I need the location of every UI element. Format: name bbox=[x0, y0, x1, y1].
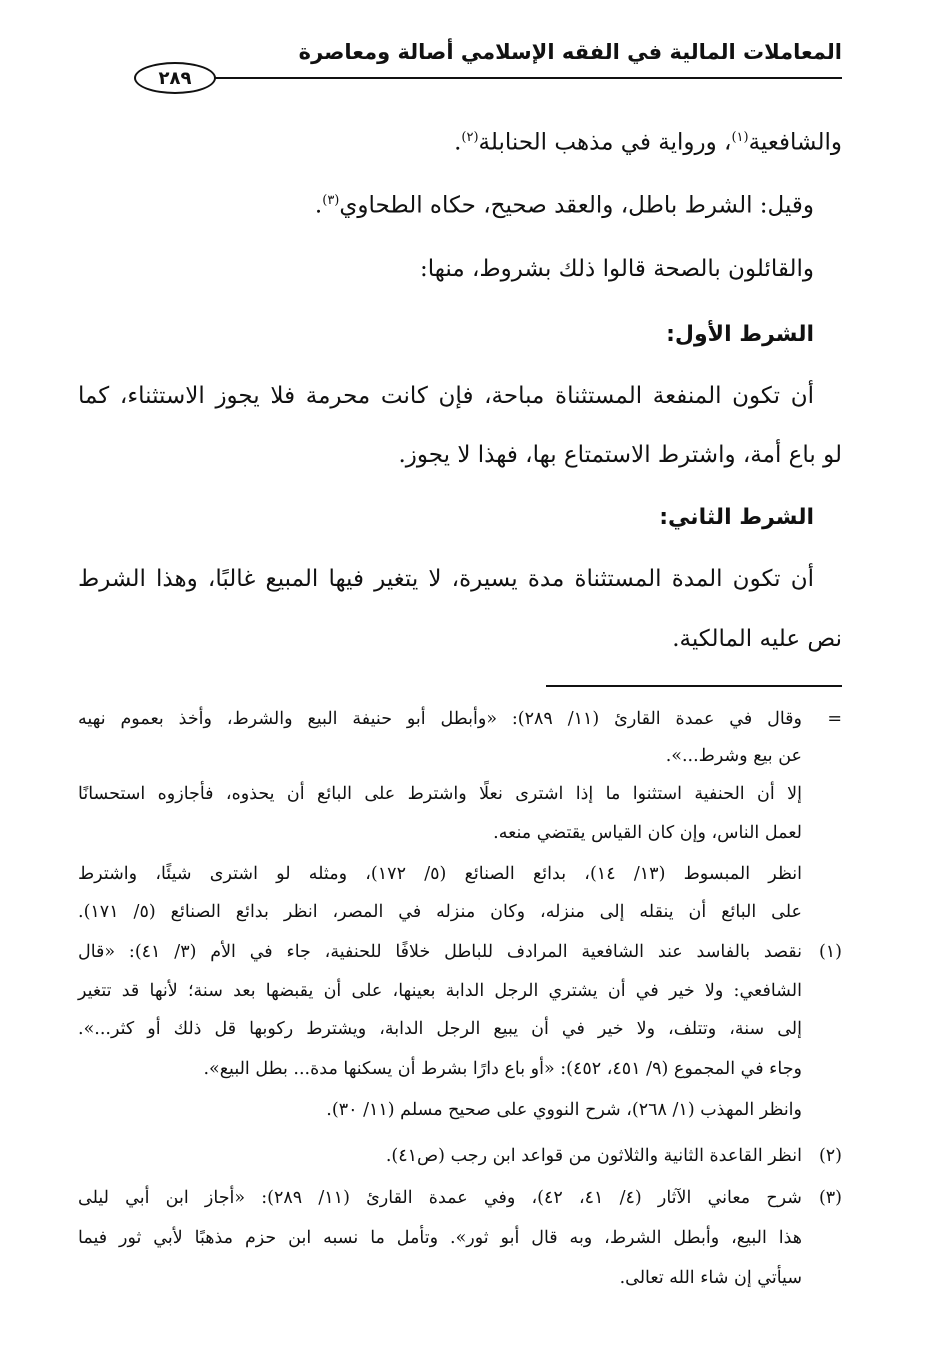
paragraph-line: والقائلون بالصحة قالوا ذلك بشروط، منها: bbox=[420, 256, 814, 282]
body-text: . bbox=[314, 192, 323, 219]
paragraph-line: أن تكون المدة المستثناة مدة يسيرة، لا يتغير فيها المبيع غالبًا، وهذا الشرط bbox=[78, 566, 814, 592]
paragraph-line bbox=[78, 131, 842, 155]
footnote-line: انظر المبسوط (١٣/ ١٤)، بدائع الصنائع (٥/ ١٧٢)، ومثله لو اشترى شيئًا، واشترط bbox=[78, 864, 803, 884]
footnote-line: سيأتي إن شاء الله تعالى. bbox=[619, 1268, 802, 1288]
section-heading: الشرط الثاني: bbox=[659, 505, 814, 530]
body-text: ، ورواية في مذهب الحنابلة bbox=[478, 129, 732, 156]
footnote-number-1: (١) bbox=[818, 942, 842, 962]
footnote-ref-3[interactable]: (٣) bbox=[322, 193, 340, 208]
footnote-line: شرح معاني الآثار (٤/ ٤١، ٤٢)، وفي عمدة القارئ (١١/ ٢٨٩): «أجاز ابن أبي ليلى bbox=[78, 1188, 802, 1208]
paragraph-line: أن تكون المنفعة المستثناة مباحة، فإن كانت محرمة فلا يجوز الاستثناء، كما bbox=[78, 383, 814, 409]
footnote-line: نقصد بالفاسد عند الشافعية المرادف للباطل خلافًا للحنفية، جاء في الأم (٣/ ٤١): «قال bbox=[78, 942, 803, 962]
footnote-line: إلى سنة، وتتلف، ولا خير في أن يبيع الرجل الدابة، ويشترط ركوبها قل ذلك أو كثر...». bbox=[78, 1019, 802, 1039]
footnote-ref-2[interactable]: (٢) bbox=[461, 130, 479, 145]
paragraph-line: لو باع أمة، واشترط الاستمتاع بها، فهذا لا يجوز. bbox=[398, 442, 842, 468]
body-text: والشافعية bbox=[748, 129, 842, 156]
footnote-ref-1[interactable]: (١) bbox=[731, 130, 749, 145]
footnote-line: على البائع أن ينقله إلى منزله، وكان منزله في المصر، انظر بدائع الصنائع (٥/ ١٧١). bbox=[78, 902, 802, 922]
paragraph-line: نص عليه المالكية. bbox=[672, 626, 842, 652]
footnote-line: إلا أن الحنفية استثنوا ما إذا اشترى نعلًا واشترط على البائع أن يحذوه، فأجازوه استحسانًا bbox=[78, 784, 802, 804]
footnote-line: انظر القاعدة الثانية والثلاثون من قواعد ابن رجب (ص٤١). bbox=[385, 1146, 802, 1166]
footnote-line: وجاء في المجموع (٩/ ٤٥١، ٤٥٢): «أو باع دارًا بشرط أن يسكنها مدة... بطل البيع». bbox=[203, 1059, 802, 1079]
page-number-badge: ٢٨٩ bbox=[134, 62, 216, 94]
footnote-number-3: (٣) bbox=[818, 1188, 842, 1208]
header-rule bbox=[205, 77, 842, 79]
footnote-continuation-mark: = bbox=[827, 709, 842, 729]
footnote-line: لعمل الناس، وإن كان القياس يقتضي منعه. bbox=[493, 823, 802, 843]
footnote-line: عن بيع وشرط...». bbox=[665, 746, 802, 766]
running-title: المعاملات المالية في الفقه الإسلامي أصالة ومعاصرة bbox=[298, 40, 842, 64]
paragraph-line bbox=[78, 194, 814, 218]
body-text: وقيل: الشرط باطل، والعقد صحيح، حكاه الطحاوي bbox=[339, 192, 814, 219]
section-heading: الشرط الأول: bbox=[666, 322, 814, 347]
footnote-line: الشافعي: ولا خير في أن يشتري الرجل الدابة بعينها، على أن يقبضها بعد سنة؛ لأنها قد تتغير bbox=[78, 981, 802, 1001]
body-text: . bbox=[454, 129, 462, 156]
footnote-number-2: (٢) bbox=[818, 1146, 842, 1166]
footnote-line: وقال في عمدة القارئ (١١/ ٢٨٩): «وأبطل أبو حنيفة البيع والشرط، وأخذ بعموم نهيه bbox=[78, 709, 802, 729]
footnote-rule bbox=[546, 685, 842, 687]
footnote-line: وانظر المهذب (١/ ٢٦٨)، شرح النووي على صحيح مسلم (١١/ ٣٠). bbox=[326, 1100, 802, 1120]
footnote-line: هذا البيع، وأبطل الشرط، وبه قال أبو ثور». وتأمل ما نسبه ابن حزم مذهبًا لأبي ثور فيما bbox=[78, 1228, 802, 1248]
